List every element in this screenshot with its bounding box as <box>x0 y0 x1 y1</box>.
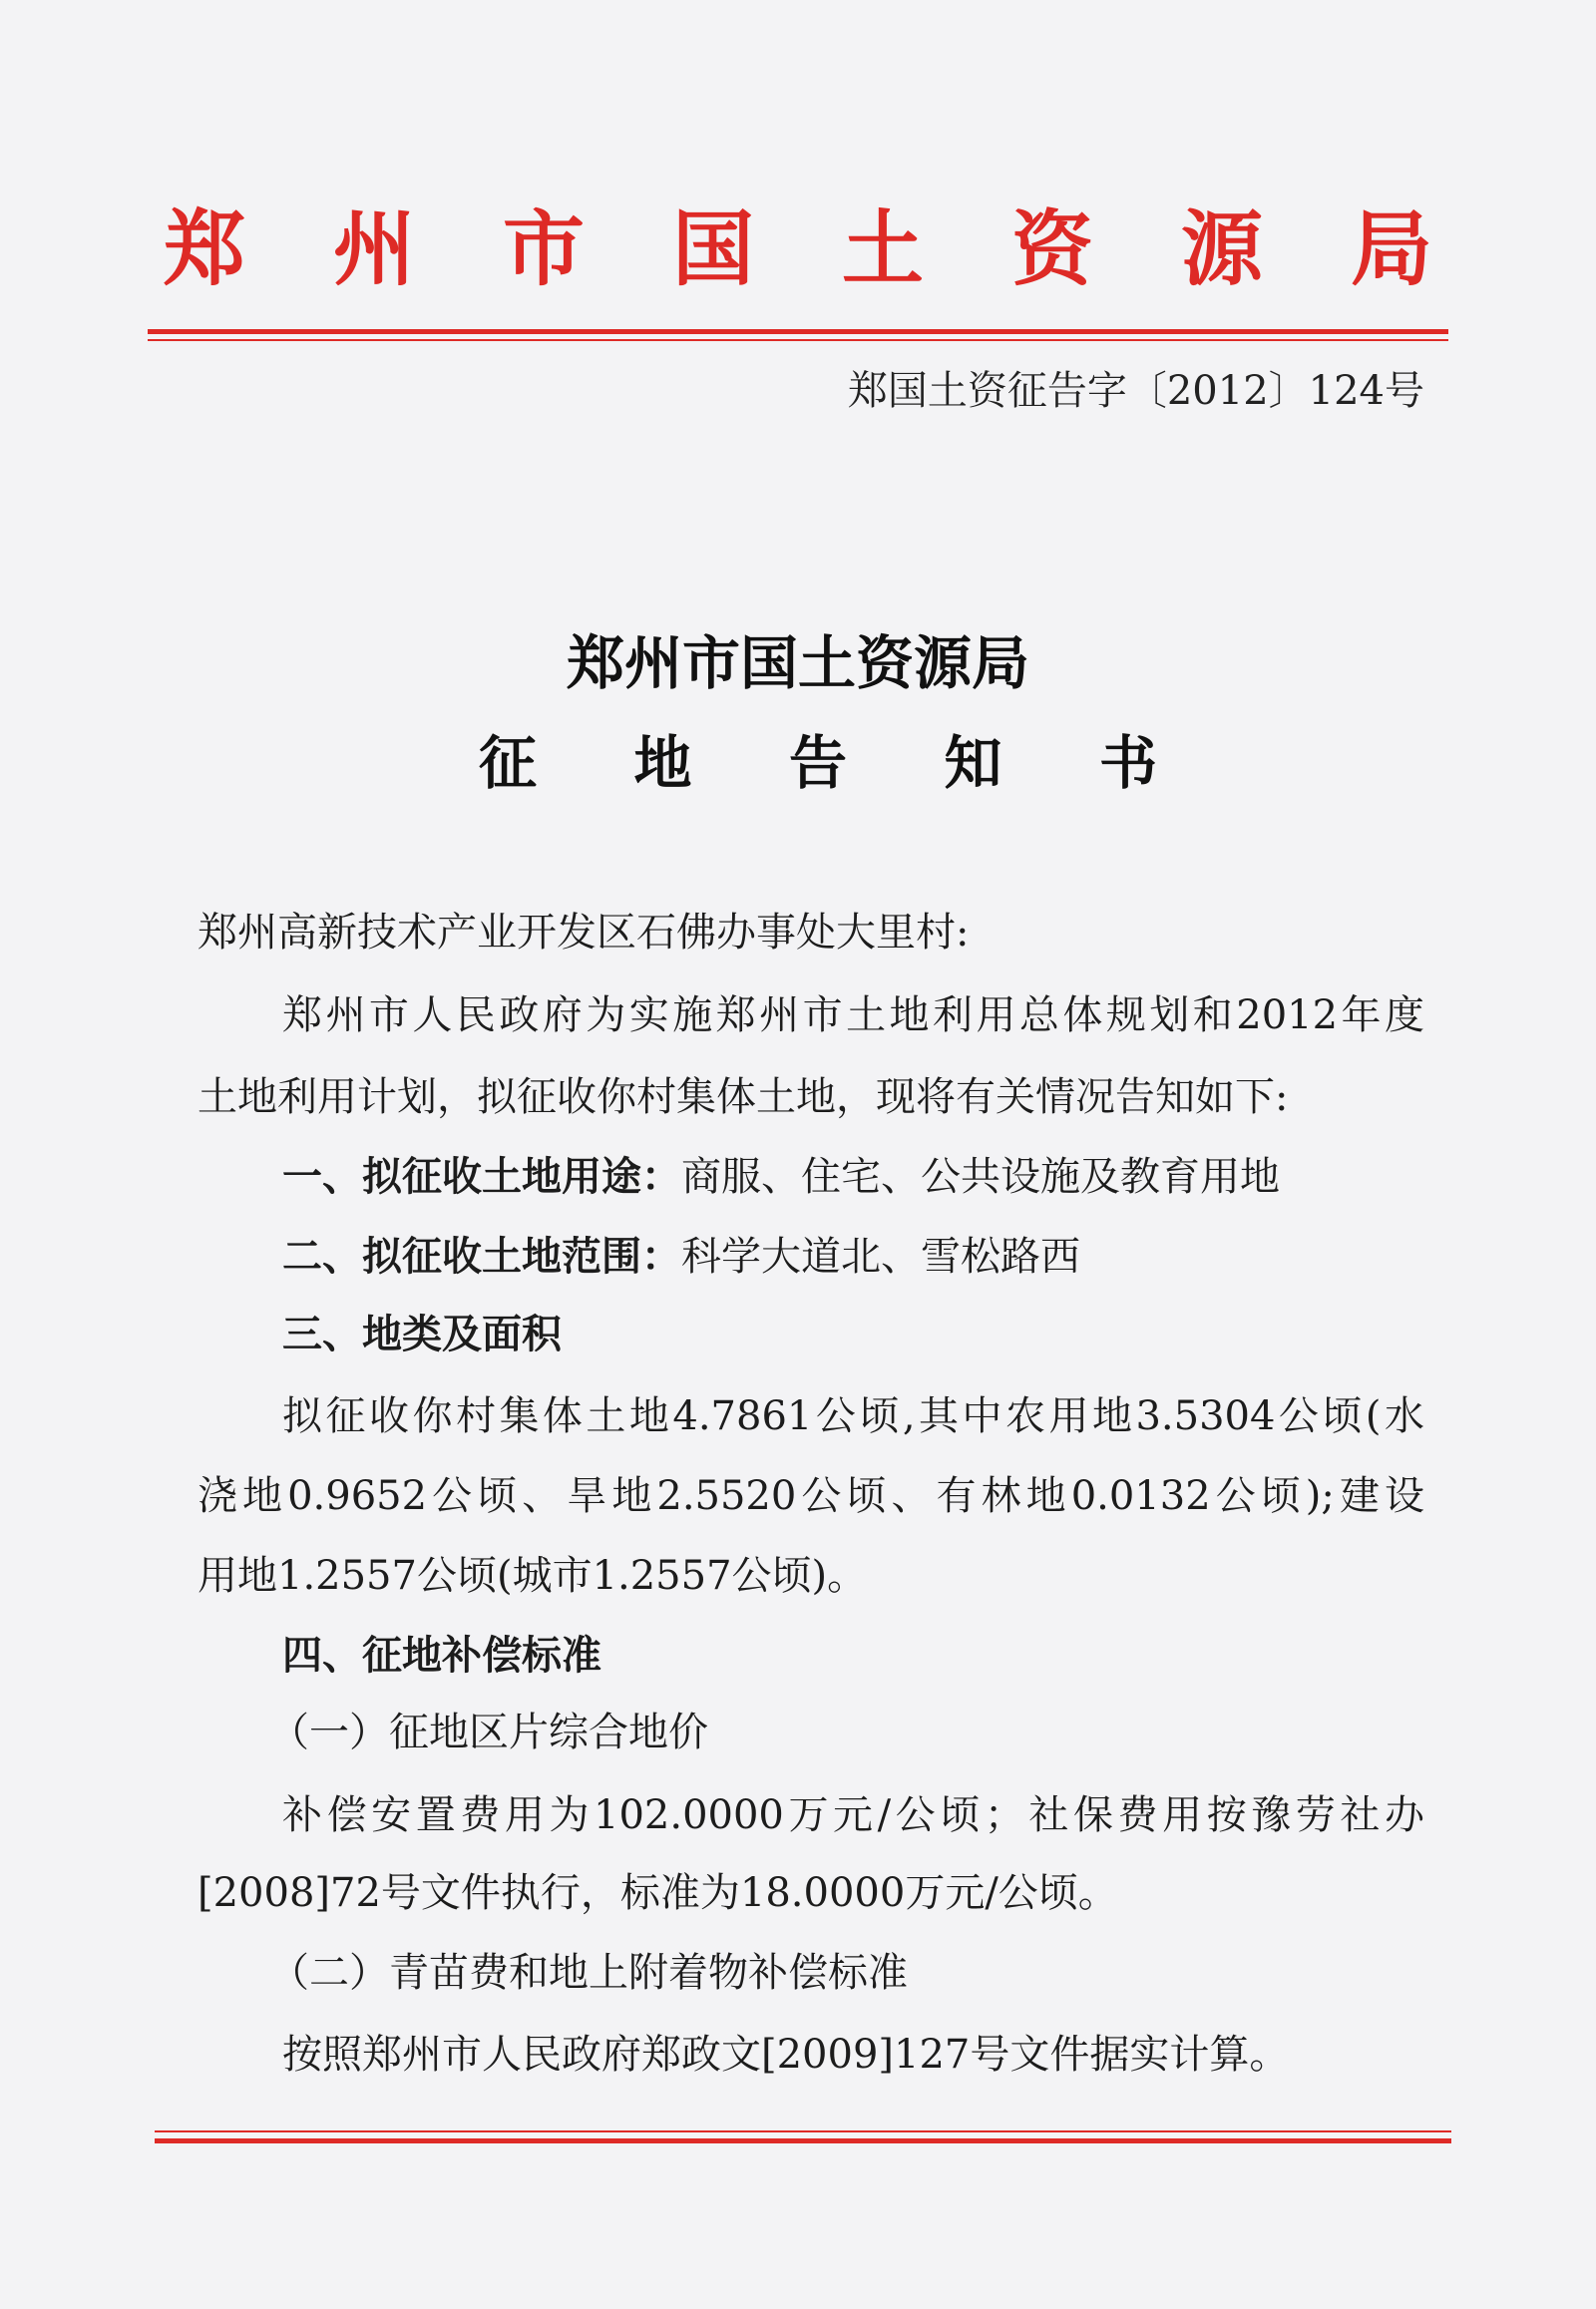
area-line: 用地1.2557公顷(城市1.2557公顷)。 <box>198 1553 868 1599</box>
item-2-heading: 二、拟征收土地范围： <box>282 1233 681 1280</box>
addressee: 郑州高新技术产业开发区石佛办事处大里村: <box>198 910 970 956</box>
letterhead-char: 州 <box>332 201 415 297</box>
letterhead-char: 局 <box>1350 201 1432 297</box>
letterhead-char: 国 <box>671 201 754 297</box>
item-2 <box>282 1227 1080 1287</box>
sub-1-heading: （一）征地区片综合地价 <box>269 1710 708 1755</box>
area-line: 浇地0.9652公顷、旱地2.5520公顷、有林地0.0132公顷);建设 <box>198 1473 1424 1519</box>
document-title: 郑州市国土资源局 <box>566 629 1029 697</box>
intro-line: 郑州市人民政府为实施郑州市土地利用总体规划和2012年度 <box>282 992 1424 1038</box>
item-1 <box>282 1147 1280 1207</box>
letterhead-char: 土 <box>841 201 924 297</box>
item-1-heading: 一、拟征收土地用途： <box>282 1153 681 1200</box>
letterhead-char: 市 <box>502 201 585 297</box>
letterhead-char: 郑 <box>163 201 245 297</box>
subtitle-char: 告 <box>788 729 847 797</box>
item-4-heading: 四、征地补偿标准 <box>282 1632 601 1679</box>
area-line: 拟征收你村集体土地4.7861公顷,其中农用地3.5304公顷(水 <box>282 1393 1424 1439</box>
subtitle-char: 知 <box>944 729 1002 797</box>
letterhead <box>150 194 1446 304</box>
sub-2-heading: （二）青苗费和地上附着物补偿标准 <box>269 1950 908 1996</box>
document-number: 郑国土资征告字〔2012〕124号 <box>847 368 1424 414</box>
subtitle-char: 征 <box>479 729 538 797</box>
letterhead-char: 源 <box>1180 201 1263 297</box>
header-rule-thin <box>148 339 1448 341</box>
compensation-line: [2008]72号文件执行，标准为18.0000万元/公顷。 <box>198 1870 1118 1916</box>
item-3-heading: 三、地类及面积 <box>282 1311 562 1357</box>
item-1-text: 商服、住宅、公共设施及教育用地 <box>681 1154 1280 1200</box>
footer-rule-thick <box>155 2138 1451 2143</box>
crop-compensation-line: 按照郑州市人民政府郑政文[2009]127号文件据实计算。 <box>282 2032 1290 2078</box>
subtitle-char: 书 <box>1098 729 1157 797</box>
letterhead-char: 资 <box>1010 201 1093 297</box>
compensation-line: 补偿安置费用为102.0000万元/公顷；社保费用按豫劳社办 <box>282 1792 1424 1838</box>
subtitle-char: 地 <box>633 729 692 797</box>
document-subtitle <box>479 723 1157 803</box>
intro-line: 土地利用计划，拟征收你村集体土地，现将有关情况告知如下: <box>198 1074 1289 1120</box>
footer-rule-thin <box>155 2130 1451 2132</box>
item-2-text: 科学大道北、雪松路西 <box>681 1234 1080 1280</box>
header-rule-thick <box>148 329 1448 334</box>
